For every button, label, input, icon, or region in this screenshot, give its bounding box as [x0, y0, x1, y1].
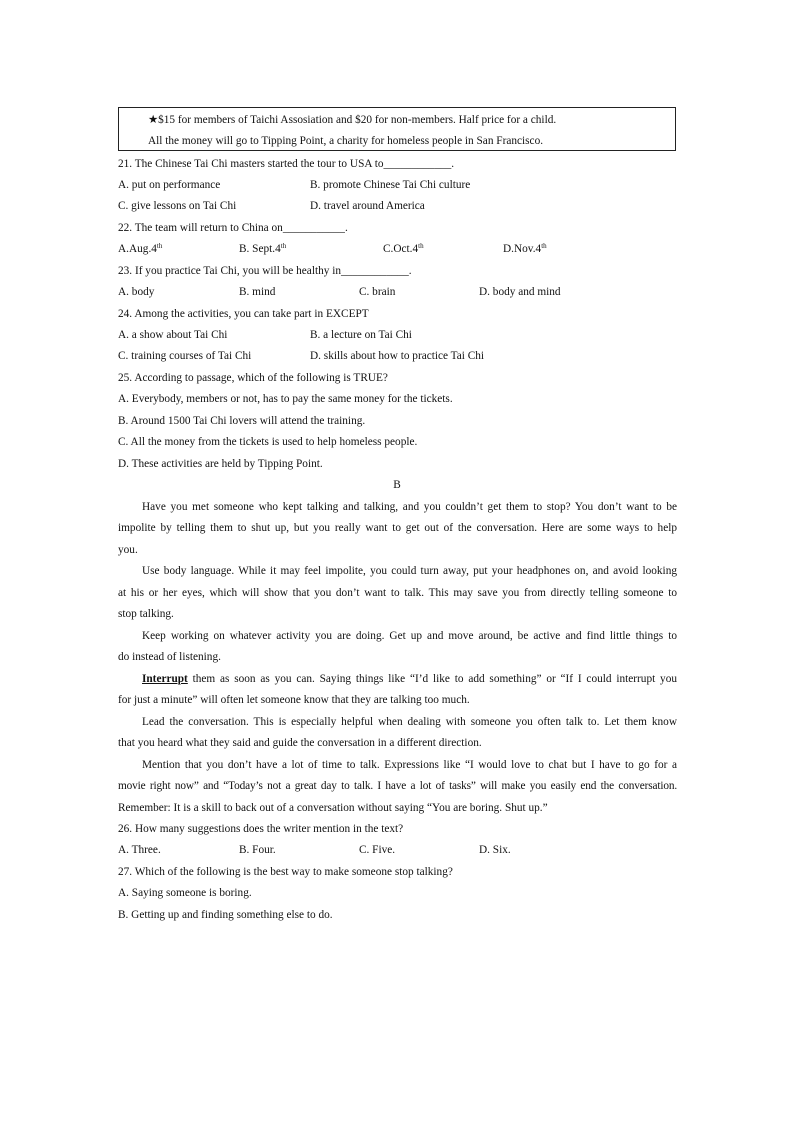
notice-line-2: All the money will go to Tipping Point, a charity for homeless people in San Francisco.	[148, 135, 544, 147]
q24-stem: 24. Among the activities, you can take part in EXCEPT	[118, 308, 369, 320]
passage-p6-line3: Remember: It is a skill to back out of a conversation without saying “You are boring. Shut up.”	[118, 802, 548, 814]
q25-option-d: D. These activities are held by Tipping Point.	[118, 458, 323, 470]
q23-option-d: D. body and mind	[479, 286, 561, 298]
q25-option-a: A. Everybody, members or not, has to pay the same money for the tickets.	[118, 393, 453, 405]
q27-stem: 27. Which of the following is the best way to make someone stop talking?	[118, 866, 453, 878]
q24-option-c: C. training courses of Tai Chi	[118, 350, 252, 362]
q21-option-b: B. promote Chinese Tai Chi culture	[310, 179, 471, 191]
q26-option-b: B. Four.	[239, 844, 276, 856]
q23-stem: 23. If you practice Tai Chi, you will be healthy in____________.	[118, 265, 412, 277]
q26-option-a: A. Three.	[118, 844, 161, 856]
q21-stem: 21. The Chinese Tai Chi masters started the tour to USA to____________.	[118, 158, 455, 170]
q23-option-b: B. mind	[239, 286, 276, 298]
q24-option-d: D. skills about how to practice Tai Chi	[310, 350, 485, 362]
passage-p2-line3: stop talking.	[118, 608, 174, 620]
q21-option-a: A. put on performance	[118, 179, 221, 191]
q25-option-b: B. Around 1500 Tai Chi lovers will attend the training.	[118, 415, 366, 427]
q24-option-b: B. a lecture on Tai Chi	[310, 329, 412, 341]
q26-option-d: D. Six.	[479, 844, 511, 856]
q27-option-a: A. Saying someone is boring.	[118, 887, 252, 899]
passage-p1-line1: Have you met someone who kept talking and talking, and you couldn’t get them to stop? You don’t want to be	[142, 501, 677, 513]
q25-stem: 25. According to passage, which of the following is TRUE?	[118, 372, 388, 384]
q26-option-c: C. Five.	[359, 844, 396, 856]
q22-option-c: C.Oct.4th	[383, 242, 424, 255]
section-heading: B	[393, 479, 401, 491]
passage-p2-line1: Use body language. While it may feel impolite, you could turn away, put your headphones on, and avoid looking	[142, 565, 677, 577]
q27-option-b: B. Getting up and finding something else to do.	[118, 909, 333, 921]
passage-p4-line2: for just a minute” will often let someone know that they are talking too much.	[118, 694, 470, 706]
passage-p4-line1: Interrupt them as soon as you can. Saying things like “I’d like to add something” or “If I could interrupt you	[142, 673, 677, 685]
passage-p3-line1: Keep working on whatever activity you are doing. Get up and move around, be active and find little things to	[142, 630, 677, 642]
q25-option-c: C. All the money from the tickets is used to help homeless people.	[118, 436, 418, 448]
q21-option-d: D. travel around America	[310, 200, 425, 212]
passage-p6-line1: Mention that you don’t have a lot of time to talk. Expressions like “I would love to chat but I have to go for a	[142, 759, 677, 771]
q24-option-a: A. a show about Tai Chi	[118, 329, 228, 341]
notice-line-1: ★$15 for members of Taichi Assosiation and $20 for non-members. Half price for a child.	[148, 114, 557, 126]
q22-option-b: B. Sept.4th	[239, 242, 287, 255]
underlined-word: Interrupt	[142, 673, 188, 685]
q21-option-c: C. give lessons on Tai Chi	[118, 200, 237, 212]
q22-option-a: A.Aug.4th	[118, 242, 163, 255]
q22-option-d: D.Nov.4th	[503, 242, 547, 255]
q23-option-c: C. brain	[359, 286, 396, 298]
passage-p5-line1: Lead the conversation. This is especially helpful when dealing with someone you often talk to. Let them know	[142, 716, 677, 728]
q23-option-a: A. body	[118, 286, 155, 298]
passage-p1-line2: impolite by telling them to shut up, but you really want to get out of the conversation. Here are some ways to help	[118, 522, 677, 534]
passage-p2-line2: at his or her eyes, which will show that you don’t want to talk. This may save you from directly telling someone to	[118, 587, 677, 599]
passage-p6-line2: movie right now” and “Today’s not a great day to talk. I have a lot of tasks” will make you easily end the conversation.	[118, 780, 677, 792]
ticket-notice-box	[118, 107, 676, 151]
passage-p3-line2: do instead of listening.	[118, 651, 221, 663]
passage-p5-line2: that you heard what they said and guide the conversation in a different direction.	[118, 737, 482, 749]
q22-stem: 22. The team will return to China on___________.	[118, 222, 348, 234]
passage-p1-line3: you.	[118, 544, 138, 556]
q26-stem: 26. How many suggestions does the writer mention in the text?	[118, 823, 404, 835]
